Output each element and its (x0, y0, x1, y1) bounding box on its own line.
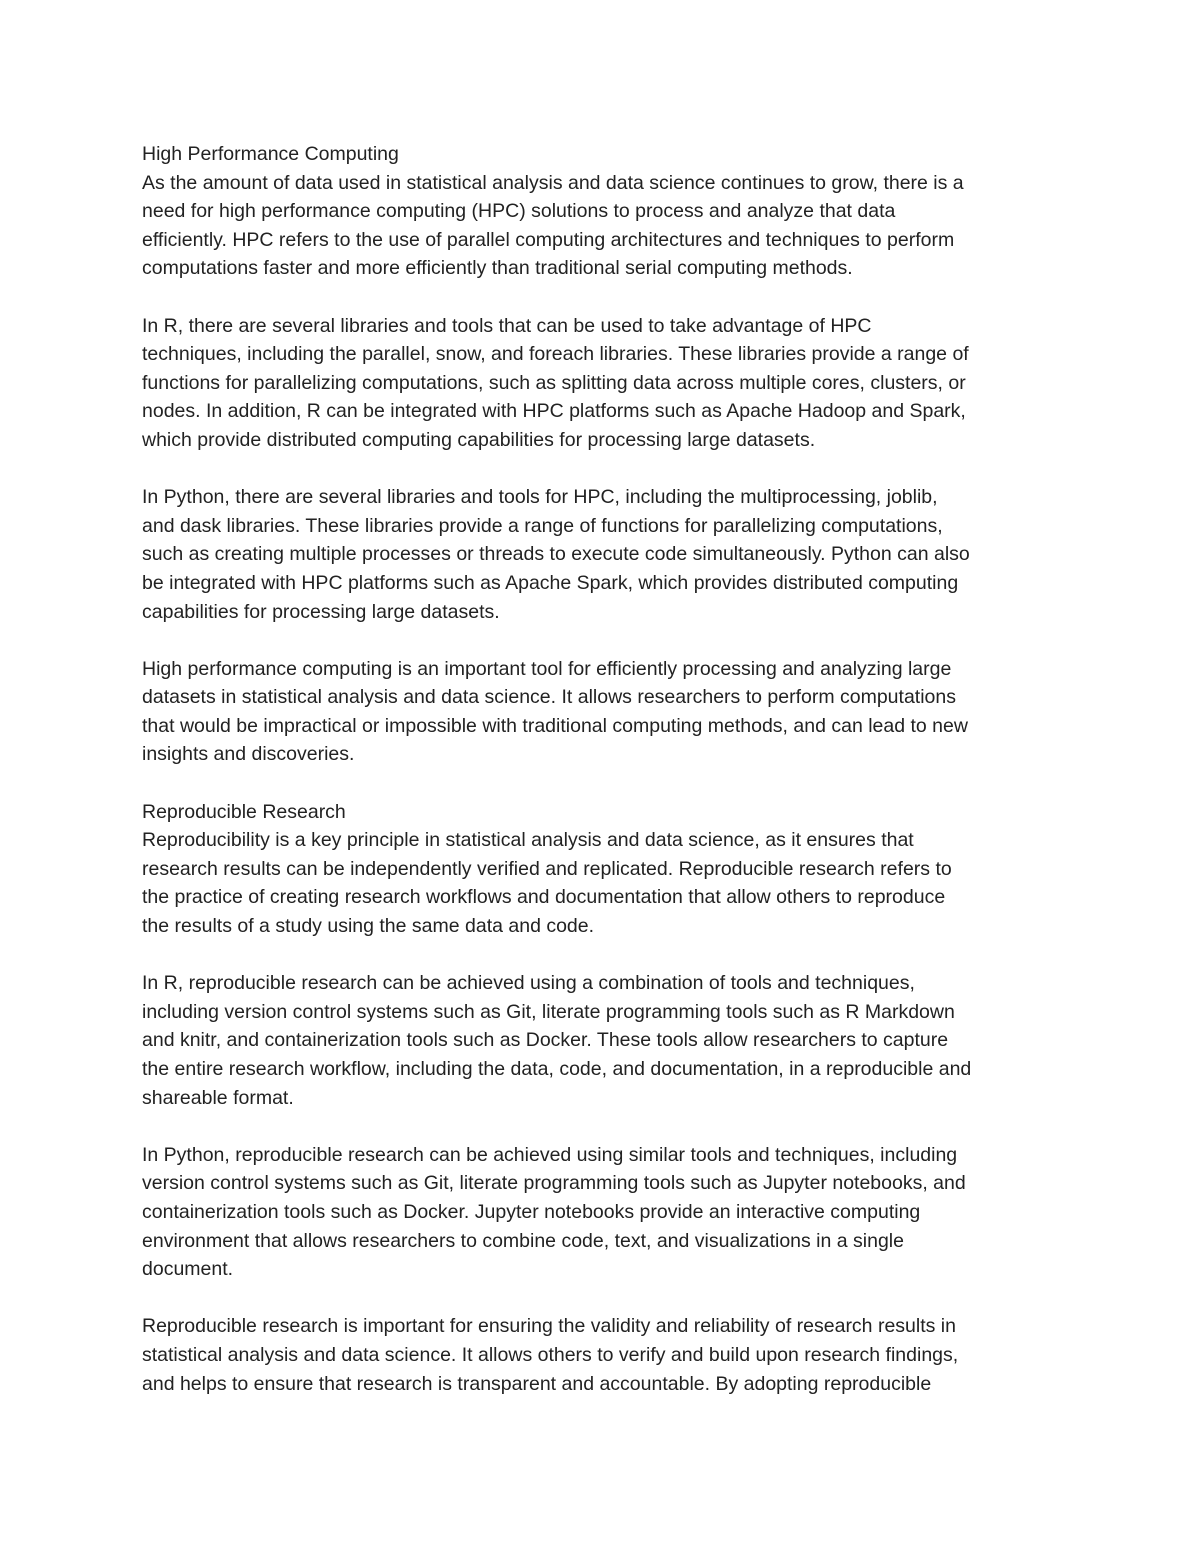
text-line: functions for parallelizing computations, such as splitting data across multiple cores, clusters, or (142, 371, 966, 394)
paragraph (142, 826, 1067, 940)
text-line: datasets in statistical analysis and data science. It allows researchers to perform computations (142, 686, 956, 709)
text-line: efficiently. HPC refers to the use of parallel computing architectures and techniques to perform (142, 228, 955, 251)
text-line: computations faster and more efficiently than traditional serial computing methods. (142, 257, 853, 280)
paragraph (142, 969, 1067, 1112)
text-line: As the amount of data used in statistical analysis and data science continues to grow, there is a (142, 171, 964, 194)
text-line: Reproducibility is a key principle in statistical analysis and data science, as it ensures that (142, 829, 914, 852)
text-line: statistical analysis and data science. It allows others to verify and build upon research findings, (142, 1343, 959, 1366)
text-line: and knitr, and containerization tools such as Docker. These tools allow researchers to capture (142, 1029, 949, 1052)
text-line: capabilities for processing large datasets. (142, 600, 500, 623)
text-line: need for high performance computing (HPC) solutions to process and analyze that data (142, 200, 896, 223)
text-line: the practice of creating research workflows and documentation that allow others to reproduce (142, 886, 946, 909)
paragraph-spacer (142, 455, 1067, 484)
text-line: High performance computing is an important tool for efficiently processing and analyzing large (142, 657, 952, 680)
document-body (142, 140, 1067, 1398)
paragraph (142, 483, 1067, 626)
text-line: that would be impractical or impossible with traditional computing methods, and can lead to new (142, 714, 968, 737)
text-line: techniques, including the parallel, snow, and foreach libraries. These libraries provide a range of (142, 343, 969, 366)
paragraph (142, 1141, 1067, 1284)
text-line: In Python, reproducible research can be achieved using similar tools and techniques, including (142, 1143, 958, 1166)
paragraph-spacer (142, 1284, 1067, 1313)
paragraph (142, 1312, 1067, 1398)
section-heading: Reproducible Research (142, 800, 346, 823)
text-line: document. (142, 1258, 234, 1281)
paragraph (142, 312, 1067, 455)
text-line: and dask libraries. These libraries provide a range of functions for parallelizing computations, (142, 514, 943, 537)
text-line: research results can be independently verified and replicated. Reproducible research refers to (142, 857, 952, 880)
text-line: such as creating multiple processes or threads to execute code simultaneously. Python can also (142, 543, 970, 566)
paragraph-spacer (142, 1112, 1067, 1141)
text-line: nodes. In addition, R can be integrated with HPC platforms such as Apache Hadoop and Spark, (142, 400, 966, 423)
paragraph-spacer (142, 283, 1067, 312)
text-line: version control systems such as Git, literate programming tools such as Jupyter notebooks, and (142, 1172, 966, 1195)
paragraph-spacer (142, 769, 1067, 798)
text-line: Reproducible research is important for ensuring the validity and reliability of research results in (142, 1315, 956, 1338)
text-line: environment that allows researchers to combine code, text, and visualizations in a single (142, 1229, 904, 1252)
paragraph-spacer (142, 626, 1067, 655)
paragraph (142, 169, 1067, 283)
text-line: shareable format. (142, 1086, 294, 1109)
text-line: In Python, there are several libraries and tools for HPC, including the multiprocessing, joblib, (142, 486, 938, 509)
text-line: which provide distributed computing capabilities for processing large datasets. (142, 428, 816, 451)
paragraph-spacer (142, 941, 1067, 970)
text-line: be integrated with HPC platforms such as Apache Spark, which provides distributed computing (142, 571, 959, 594)
text-line: In R, reproducible research can be achieved using a combination of tools and techniques, (142, 972, 915, 995)
text-line: including version control systems such as Git, literate programming tools such as R Markdown (142, 1000, 955, 1023)
text-line: the entire research workflow, including the data, code, and documentation, in a reproducible and (142, 1058, 972, 1080)
section-heading: High Performance Computing (142, 143, 399, 165)
paragraph (142, 655, 1067, 769)
text-line: and helps to ensure that research is transparent and accountable. By adopting reproducible (142, 1372, 932, 1395)
text-line: insights and discoveries. (142, 743, 355, 766)
text-line: the results of a study using the same data and code. (142, 915, 595, 938)
text-line: containerization tools such as Docker. Jupyter notebooks provide an interactive computing (142, 1200, 921, 1223)
text-line: In R, there are several libraries and tools that can be used to take advantage of HPC (142, 314, 872, 337)
